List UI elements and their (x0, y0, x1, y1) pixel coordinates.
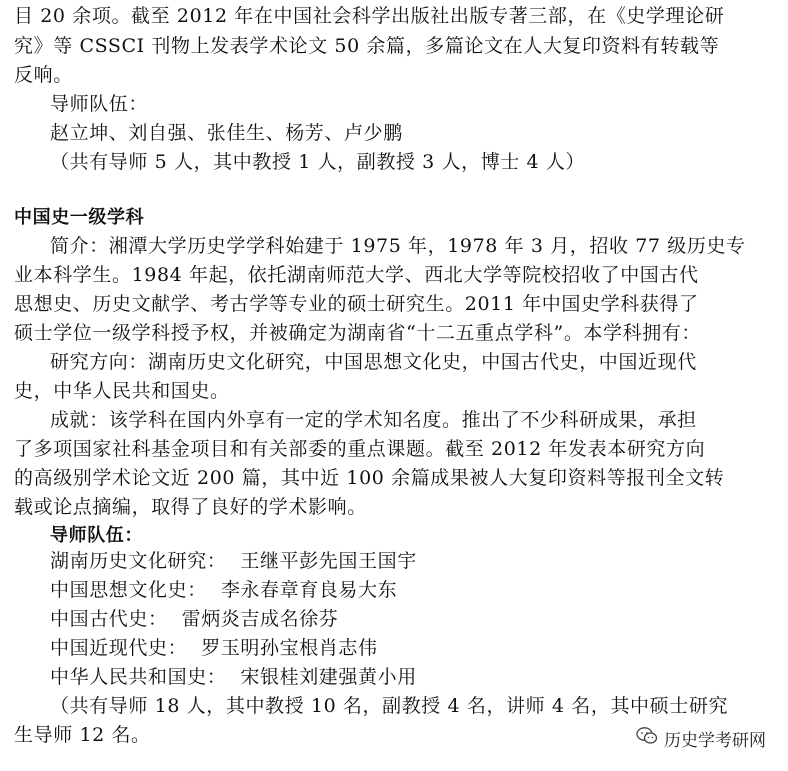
mentor-heading: 导师队伍： (50, 93, 149, 115)
paragraph-line: 了多项国家社科基金项目和有关部委的重点课题。截至 2012 年发表本研究方向 (14, 438, 706, 460)
mentor-names: 罗玉明孙宝根肖志伟 (201, 637, 378, 659)
paragraph-line: 思想史、历史文献学、考古学等专业的硕士研究生。2011 年中国史学科获得了 (14, 293, 699, 315)
paragraph-line: 成就：该学科在国内外享有一定的学术知名度。推出了不少科研成果，承担 (50, 409, 697, 431)
paragraph-line: 的高级别学术论文近 200 篇，其中近 100 余篇成果被人大复印资料等报刊全文转 (14, 467, 725, 489)
mentor-row (50, 606, 338, 632)
paragraph-line: 业本科学生。1984 年起，依托湖南师范大学、西北大学等院校招收了中国古代 (14, 264, 699, 286)
mentor-row (50, 635, 378, 661)
paragraph-line: 反响。 (14, 64, 73, 86)
watermark (636, 726, 766, 751)
mentor-names: 雷炳炎吉成名徐芬 (181, 608, 339, 630)
section-title: 中国史一级学科 (14, 207, 145, 228)
mentor-row (50, 577, 397, 603)
mentor-heading: 导师队伍： (50, 525, 143, 546)
paragraph-line: 目 20 余项。截至 2012 年在中国社会科学出版社出版专著三部，在《史学理论研 (14, 5, 725, 27)
mentor-summary: （共有导师 18 人，其中教授 10 名，副教授 4 名，讲师 4 名，其中硕士研究 (50, 695, 729, 717)
mentor-field: 湖南历史文化研究： (50, 550, 227, 572)
mentor-field: 中国思想文化史： (50, 579, 207, 601)
paragraph-line: 史，中华人民共和国史。 (14, 380, 230, 402)
paragraph-line: 究》等 CSSCI 刊物上发表学术论文 50 余篇，多篇论文在人大复印资料有转载等 (14, 35, 720, 57)
paragraph-line: 载或论点摘编，取得了良好的学术影响。 (14, 496, 367, 518)
mentor-field: 中国古代史： (50, 608, 168, 630)
watermark-text: 历史学考研网 (664, 731, 766, 751)
wechat-icon (636, 726, 658, 751)
mentor-field: 中国近现代史： (50, 637, 188, 659)
paragraph-line: 硕士学位一级学科授予权，并被确定为湖南省“十二五重点学科”。本学科拥有： (14, 322, 702, 344)
mentor-names: 王继平彭先国王国宇 (240, 550, 417, 572)
mentor-names: 赵立坤、刘自强、张佳生、杨芳、卢少鹏 (50, 122, 403, 144)
mentor-names: 宋银桂刘建强黄小用 (240, 666, 417, 688)
paragraph-line: 简介：湘潭大学历史学学科始建于 1975 年，1978 年 3 月，招收 77 级历史专 (50, 235, 746, 257)
mentor-summary: （共有导师 5 人，其中教授 1 人，副教授 3 人，博士 4 人） (50, 151, 586, 173)
mentor-field: 中华人民共和国史： (50, 666, 227, 688)
mentor-row (50, 664, 417, 690)
paragraph-line: 研究方向：湖南历史文化研究，中国思想文化史，中国古代史，中国近现代 (50, 351, 697, 373)
mentor-row (50, 548, 417, 574)
mentor-summary: 生导师 12 名。 (14, 724, 151, 746)
mentor-names: 李永春章育良易大东 (220, 579, 398, 601)
